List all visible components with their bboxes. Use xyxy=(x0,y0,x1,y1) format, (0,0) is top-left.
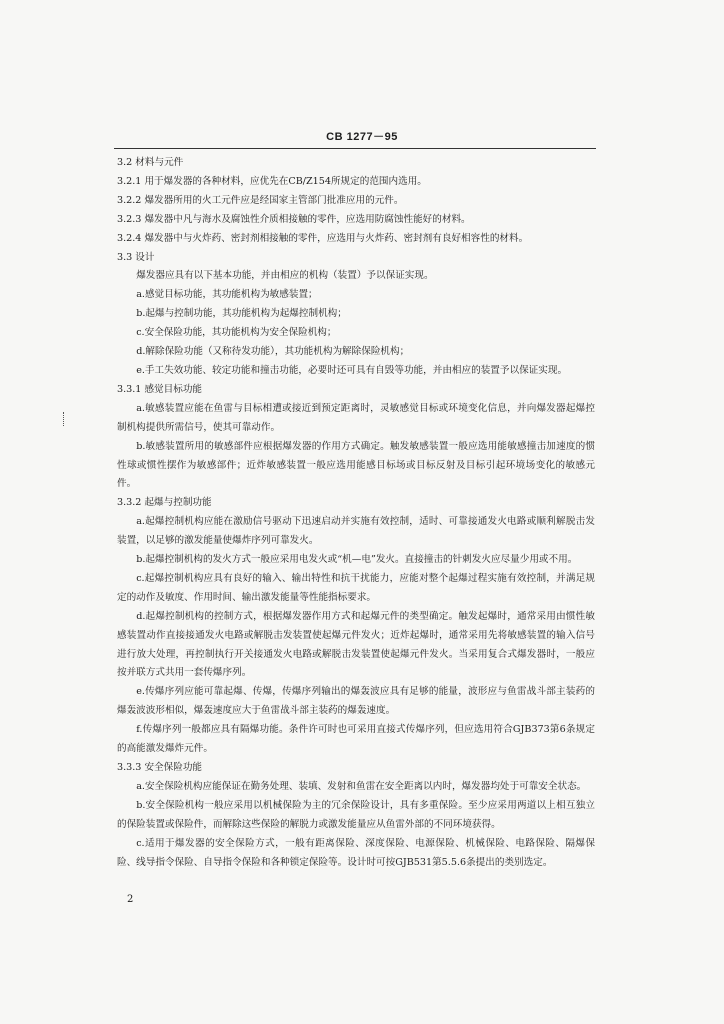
paragraph: b.敏感装置所用的敏感部件应根据爆发器的作用方式确定。触发敏感装置一般应选用能敏感撞击加速度的惯性球或惯性摆作为敏感部件；近炸敏感装置一般应选用能感目标场或目标反射及目标引起环境场变化的敏感元件。 xyxy=(117,440,595,490)
paragraph: 3.2.3 爆发器中凡与海水及腐蚀性介质相接触的零件，应选用防腐蚀性能好的材料。 xyxy=(117,213,471,225)
header-rule xyxy=(114,148,596,149)
paragraph: e.手工失效功能、较定功能和撞击功能，必要时还可具有自毁等功能，并由相应的装置予以保证实现。 xyxy=(136,364,568,376)
paragraph: b.起爆控制机构的发火方式一般应采用电发火或“机—电”发火。直接撞击的针刺发火应尽量少用或不用。 xyxy=(136,554,578,566)
paragraph: b.起爆与控制功能，其功能机构为起爆控制机构； xyxy=(136,308,347,320)
page-header: CB 1277－95 xyxy=(326,131,398,143)
paragraph: f.传爆序列一般都应具有隔爆功能。条件许可时也可采用直接式传爆序列，但应选用符合GJB373第6条规定的高能激发爆炸元件。 xyxy=(117,724,595,755)
paragraph: e.传爆序列应能可靠起爆、传爆，传爆序列输出的爆轰波应具有足够的能量，波形应与鱼雷战斗部主装药的爆轰波波形相似，爆轰速度应大于鱼雷战斗部主装药的爆轰速度。 xyxy=(117,686,595,717)
paragraph: 3.2.4 爆发器中与火炸药、密封剂相接触的零件，应选用与火炸药、密封剂有良好相容性的材料。 xyxy=(117,232,529,244)
paragraph: 3.3.1 感觉目标功能 xyxy=(117,383,203,395)
page-number: 2 xyxy=(127,894,134,905)
paragraph: a.起爆控制机构应能在激励信号驱动下迅速启动并实施有效控制，适时、可靠接通发火电路或顺利解脱击发装置，以足够的激发能量使爆炸序列可靠发火。 xyxy=(117,516,595,547)
paragraph: 爆发器应具有以下基本功能，并由相应的机构（装置）予以保证实现。 xyxy=(136,270,434,282)
paragraph: c.起爆控制机构应具有良好的输入、输出特性和抗干扰能力，应能对整个起爆过程实施有效控制，并满足规定的动作及敏度、作用时间、输出激发能量等性能指标要求。 xyxy=(117,572,595,603)
body-text xyxy=(117,154,595,872)
paragraph: d.解除保险功能（又称待发功能），其功能机构为解除保险机构； xyxy=(136,346,410,358)
paragraph: c.适用于爆发器的安全保险方式，一般有距离保险、深度保险、电源保险、机械保险、电路保险、隔爆保险、线导指令保险、自导指令保险和各种锁定保险等。设计时可按GJB531第5.5.6条提出的类别选定。 xyxy=(117,837,595,868)
paragraph: a.安全保险机构应能保证在勤务处理、装填、发射和鱼雷在安全距离以内时，爆发器均处于可靠安全状态。 xyxy=(136,780,587,792)
paragraph: a.感觉目标功能，其功能机构为敏感装置； xyxy=(136,289,318,301)
paragraph: c.安全保险功能，其功能机构为安全保险机构； xyxy=(136,327,337,339)
paragraph: 3.3 设计 xyxy=(117,251,155,263)
paragraph: 3.3.2 起爆与控制功能 xyxy=(117,497,212,509)
margin-mark xyxy=(63,412,66,426)
paragraph: 3.2 材料与元件 xyxy=(117,157,184,168)
paragraph: 3.2.2 爆发器所用的火工元件应是经国家主管部门批准应用的元件。 xyxy=(117,194,404,206)
paragraph: b.安全保险机构一般应采用以机械保险为主的冗余保险设计，具有多重保险。至少应采用两道以上相互独立的保险装置或保险件，而解除这些保险的解脱力或激发能量应从鱼雷外部的不同环境获得。 xyxy=(117,799,595,830)
paragraph: a.敏感装置应能在鱼雷与目标相遭或接近到预定距离时，灵敏感觉目标或环境变化信息，并向爆发器起爆控制机构提供所需信号，使其可靠动作。 xyxy=(117,402,595,433)
paragraph: 3.3.3 安全保险功能 xyxy=(117,762,203,773)
paragraph: 3.2.1 用于爆发器的各种材料，应优先在CB/Z154所规定的范围内选用。 xyxy=(117,175,427,187)
paragraph: d.起爆控制机构的控制方式，根据爆发器作用方式和起爆元件的类型确定。触发起爆时，通常采用由惯性敏感装置动作直接接通发火电路或解脱击发装置使起爆元件发火；近炸起爆时，通常采用先将敏感装置的输入信号进行放大处理，再控制执行开关接通发火电路或解脱击发装置使起爆元件发火。当采用复合式爆发器时，一般应按并联方式共用一套传爆序列。 xyxy=(117,610,595,679)
